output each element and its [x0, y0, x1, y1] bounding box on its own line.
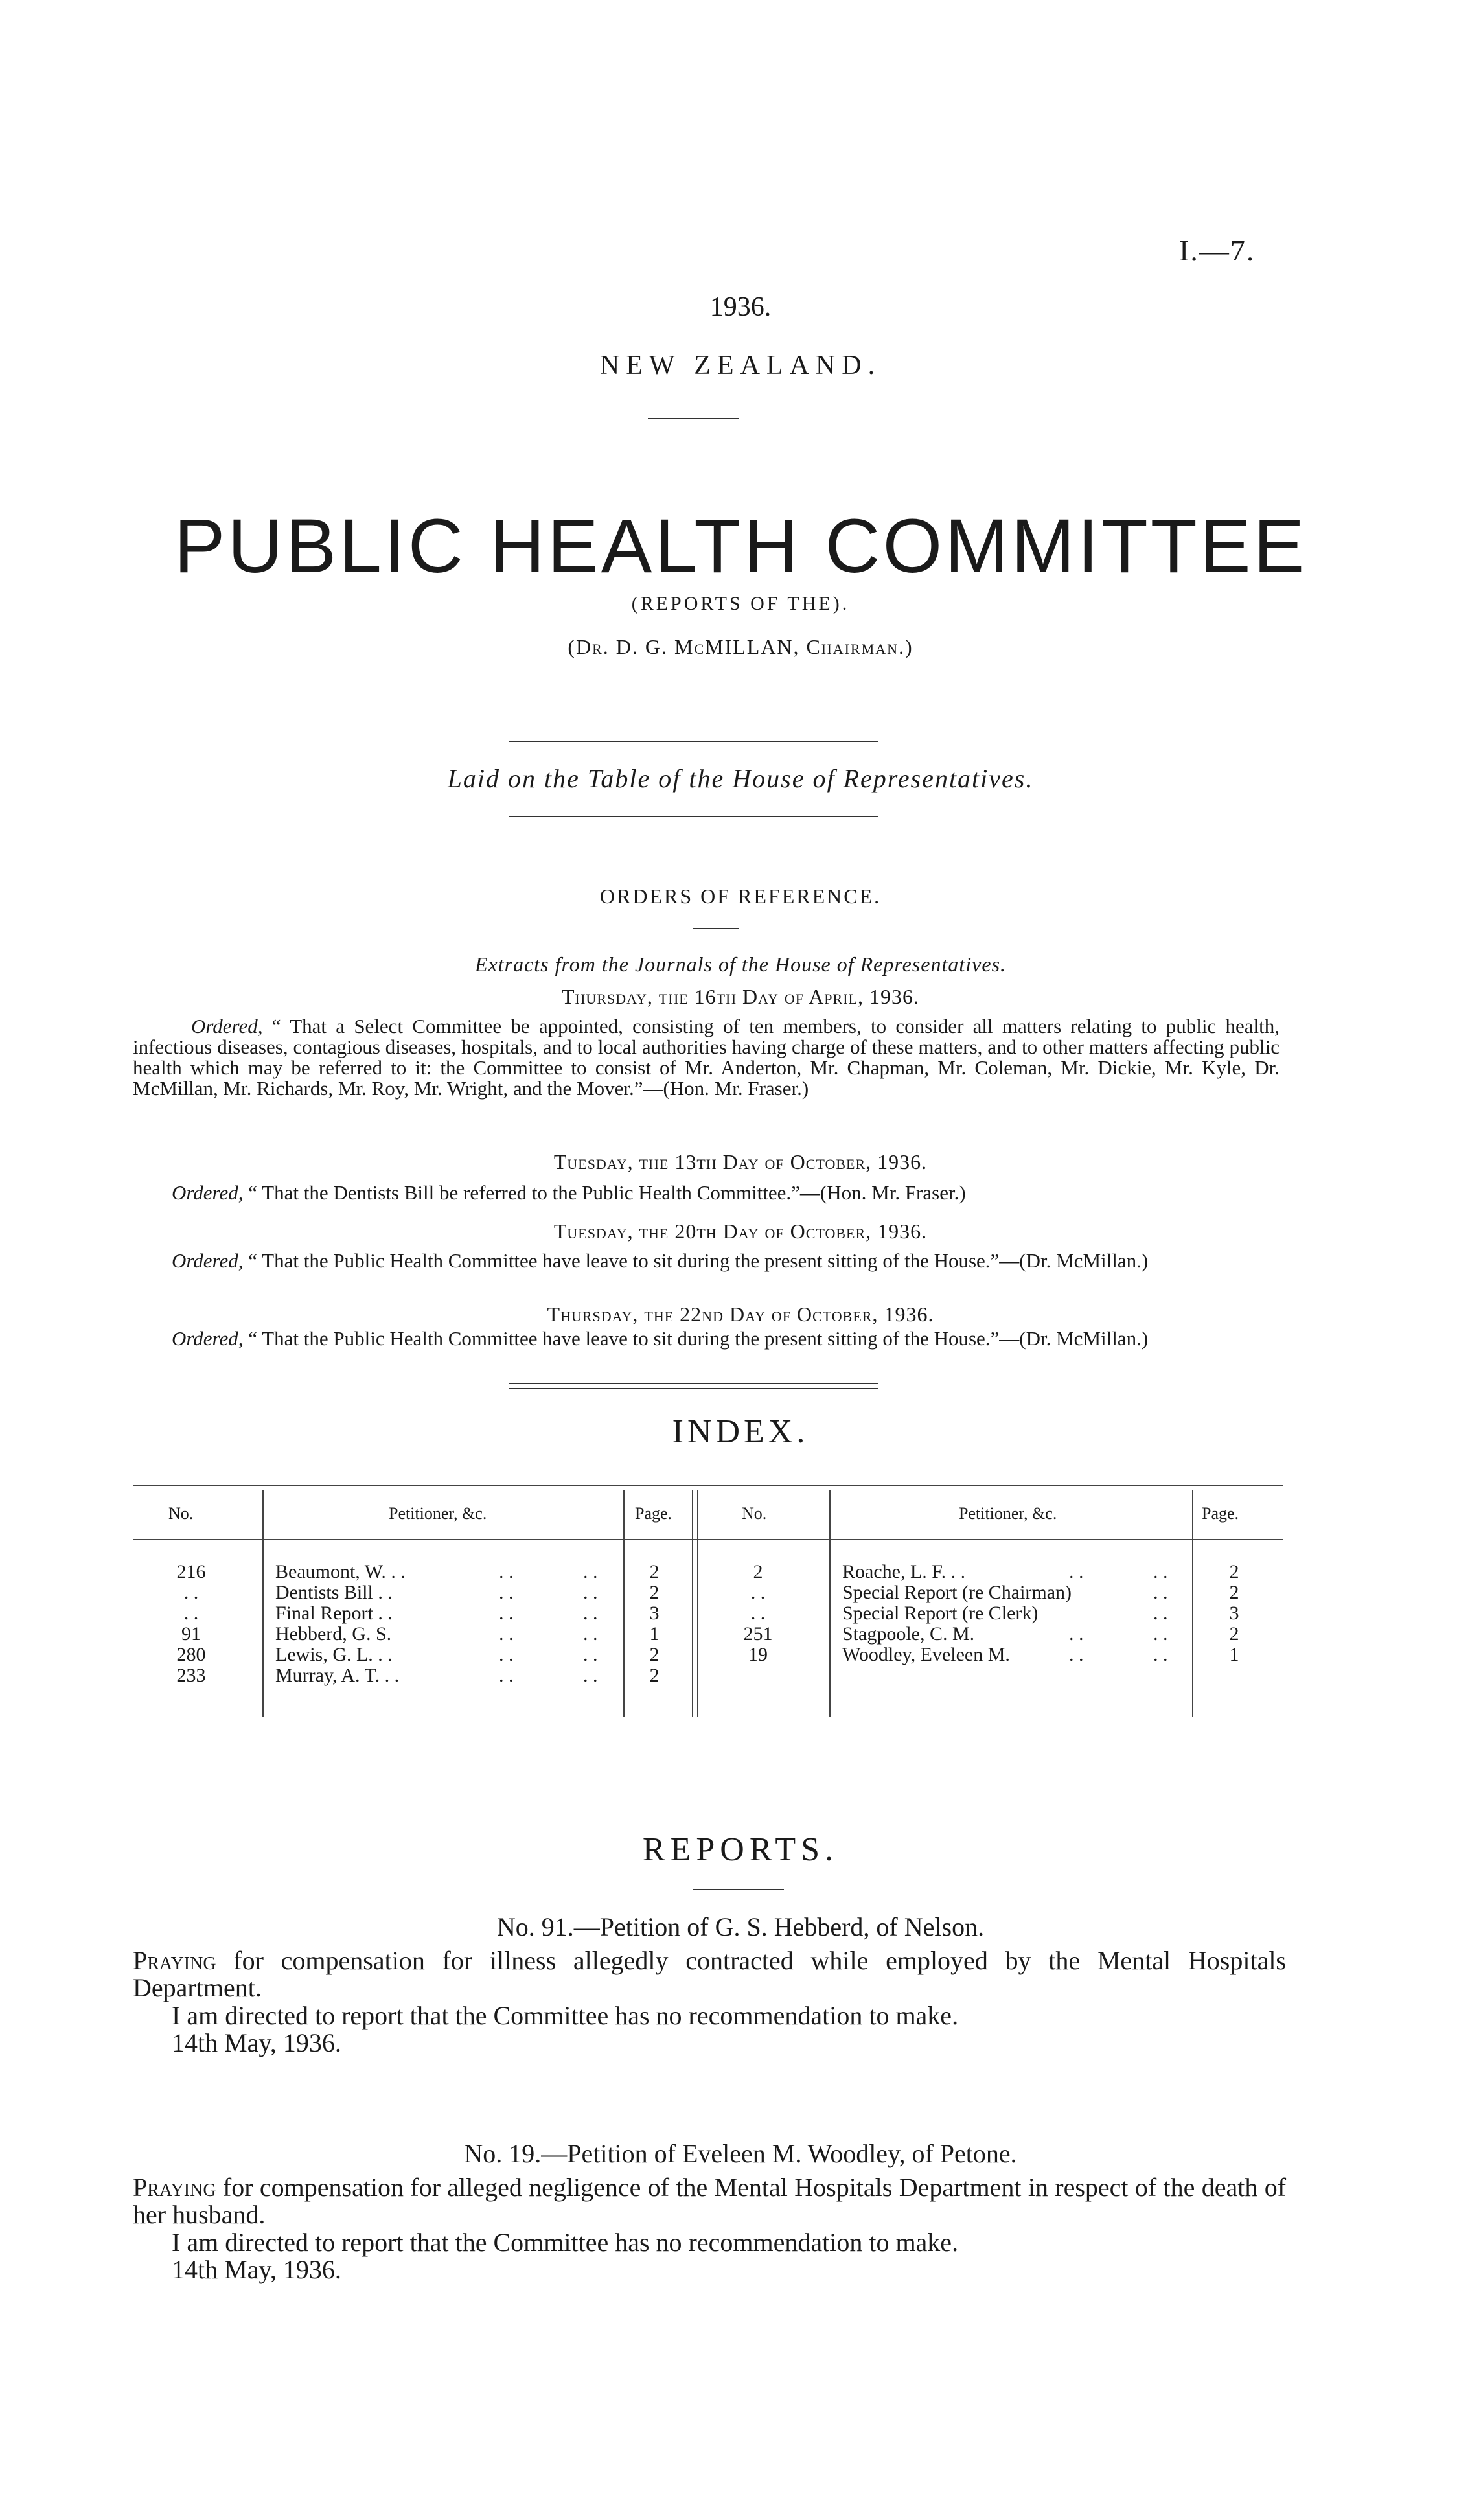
row-page: 1: [1229, 1644, 1239, 1665]
row-leader: . .: [499, 1602, 514, 1624]
report-heading-text: No. 19.—Petition of Eveleen M. Woodley, of Petone.: [464, 2139, 1017, 2168]
document-code: I.—7.: [1179, 234, 1256, 267]
row-no: . .: [183, 1582, 199, 1603]
praying-label: Praying: [133, 1946, 216, 1975]
row-leader: . .: [1069, 1644, 1084, 1665]
ordered-label: Ordered,: [172, 1181, 244, 1204]
report-body: [133, 2174, 1286, 2228]
row-no: . .: [183, 1602, 199, 1624]
row-page: 2: [1229, 1582, 1239, 1603]
laid-on-table: Laid on the Table of the House of Representatives.: [447, 764, 1034, 793]
row-no: 233: [176, 1665, 206, 1686]
divider: [648, 418, 739, 419]
row-name: Roache, L. F. . .: [842, 1561, 966, 1582]
table-rule: [262, 1490, 264, 1717]
col-header-page: Page.: [1202, 1504, 1239, 1523]
report-heading-text: No. 91.—Petition of G. S. Hebberd, of Nelson.: [496, 1912, 985, 1941]
row-name: Special Report (re Clerk): [842, 1602, 1039, 1624]
row-no: . .: [750, 1602, 766, 1624]
row-leader: . .: [1153, 1582, 1168, 1603]
row-leader: . .: [499, 1582, 514, 1603]
row-leader: . .: [1153, 1623, 1168, 1645]
table-rule: [133, 1485, 1283, 1486]
report-text: for compensation for illness allegedly contracted while employed by the Mental Hospitals Department.: [133, 1946, 1286, 2002]
finding-text: I am directed to report that the Committee has no recommendation to make.: [172, 2228, 959, 2257]
table-rule: [697, 1490, 698, 1717]
finding-text: I am directed to report that the Committee has no recommendation to make.: [172, 2001, 959, 2030]
row-page: 3: [1229, 1602, 1239, 1624]
order-text: [133, 1251, 1280, 1271]
order-date: Thursday, the 16th Day of April, 1936.: [562, 985, 919, 1008]
col-header-petitioner: Petitioner, &c.: [389, 1504, 487, 1523]
report-heading: [0, 1912, 1481, 1942]
row-name: Lewis, G. L. . .: [275, 1644, 393, 1665]
row-leader: . .: [499, 1665, 514, 1686]
row-leader: . .: [499, 1623, 514, 1645]
divider: [693, 928, 739, 929]
row-no: . .: [750, 1582, 766, 1603]
row-leader: . .: [583, 1602, 598, 1624]
row-name: Hebberd, G. S.: [275, 1623, 392, 1645]
row-page: 1: [649, 1623, 660, 1645]
subtitle: (REPORTS OF THE).: [631, 593, 850, 614]
report-body: [133, 1947, 1286, 2002]
row-no: 2: [753, 1561, 763, 1582]
row-name: Woodley, Eveleen M.: [842, 1644, 1010, 1665]
row-name: Stagpoole, C. M.: [842, 1623, 975, 1645]
table-rule: [1192, 1490, 1193, 1717]
journal-extracts: Extracts from the Journals of the House of Representatives.: [474, 953, 1007, 976]
row-page: 2: [1229, 1623, 1239, 1645]
order-date: Tuesday, the 13th Day of October, 1936.: [553, 1150, 928, 1173]
chairman-line: (Dr. D. G. McMILLAN, Chairman.): [568, 635, 913, 658]
col-header-no: No.: [742, 1504, 767, 1523]
table-rule: [829, 1490, 831, 1717]
order-body: “ That the Public Health Committee have leave to sit during the present sitting of the House.”—(Dr. McMillan.): [248, 1249, 1149, 1272]
report-finding: [133, 2229, 1286, 2256]
row-leader: . .: [499, 1644, 514, 1665]
row-no: 251: [743, 1623, 773, 1645]
table-rule: [623, 1490, 625, 1717]
table-rule: [133, 1539, 1283, 1540]
row-name: Final Report . .: [275, 1602, 393, 1624]
col-header-page: Page.: [635, 1504, 672, 1523]
order-text: [133, 1183, 1280, 1203]
col-header-petitioner: Petitioner, &c.: [959, 1504, 1057, 1523]
table-rule: [692, 1490, 693, 1717]
country: NEW ZEALAND.: [599, 351, 882, 380]
row-page: 3: [649, 1602, 660, 1624]
row-leader: . .: [583, 1644, 598, 1665]
row-no: 19: [748, 1644, 768, 1665]
main-title: PUBLIC HEALTH COMMITTEE: [174, 503, 1307, 589]
row-page: 2: [649, 1582, 660, 1603]
row-leader: . .: [583, 1623, 598, 1645]
row-page: 2: [649, 1665, 660, 1686]
row-leader: . .: [1069, 1561, 1084, 1582]
order-date: Tuesday, the 20th Day of October, 1936.: [553, 1220, 928, 1243]
order-text: [133, 1016, 1280, 1099]
row-page: 2: [649, 1561, 660, 1582]
row-page: 2: [649, 1644, 660, 1665]
row-name: Murray, A. T. . .: [275, 1665, 400, 1686]
ordered-label: Ordered,: [172, 1249, 244, 1272]
divider: [693, 1889, 784, 1890]
order-date: Thursday, the 22nd Day of October, 1936.: [547, 1302, 934, 1326]
report-finding: [133, 2002, 1286, 2029]
row-leader: . .: [499, 1561, 514, 1582]
reports-heading: REPORTS.: [642, 1831, 839, 1868]
row-no: 280: [176, 1644, 206, 1665]
row-no: 91: [181, 1623, 201, 1645]
divider: [509, 741, 878, 742]
row-leader: . .: [1153, 1644, 1168, 1665]
row-name: Dentists Bill . .: [275, 1582, 393, 1603]
praying-label: Praying: [133, 2173, 216, 2202]
report-date-text: 14th May, 1936.: [172, 2028, 341, 2057]
row-leader: . .: [583, 1665, 598, 1686]
year: 1936.: [709, 292, 772, 322]
row-leader: . .: [583, 1561, 598, 1582]
divider: [509, 816, 878, 817]
report-heading: [0, 2138, 1481, 2169]
index-heading: INDEX.: [672, 1413, 809, 1450]
row-leader: . .: [1153, 1602, 1168, 1624]
orders-heading: ORDERS OF REFERENCE.: [599, 884, 882, 908]
order-body: “ That the Public Health Committee have leave to sit during the present sitting of the House.”—(Dr. McMillan.): [248, 1327, 1149, 1350]
order-body: “ That the Dentists Bill be referred to the Public Health Committee.”—(Hon. Mr. Fraser.): [248, 1181, 966, 1204]
row-no: 216: [176, 1561, 206, 1582]
divider: [509, 1383, 878, 1384]
divider: [509, 1388, 878, 1389]
order-text: [133, 1328, 1280, 1349]
col-header-no: No.: [168, 1504, 194, 1523]
ordered-label: Ordered,: [172, 1327, 244, 1350]
row-leader: . .: [583, 1582, 598, 1603]
row-name: Special Report (re Chairman): [842, 1582, 1072, 1603]
ordered-label: Ordered,: [191, 1015, 263, 1037]
row-page: 2: [1229, 1561, 1239, 1582]
row-leader: . .: [1069, 1623, 1084, 1645]
report-date: [133, 2256, 1286, 2283]
report-text: for compensation for alleged negligence of the Mental Hospitals Department in respect of the death of her husband.: [133, 2173, 1287, 2229]
row-leader: . .: [1153, 1561, 1168, 1582]
report-date: [133, 2029, 1286, 2057]
report-date-text: 14th May, 1936.: [172, 2255, 341, 2284]
row-name: Beaumont, W. . .: [275, 1561, 406, 1582]
order-body: “ That a Select Committee be appointed, consisting of ten members, to consider all matters relating to public health, infectious diseases, contagious diseases, hospitals, and to local authorities having charge of these matters, and to other matters affecting public health which may be referred to it: the Committee to consist of Mr. Anderton, Mr. Chapman, Mr. Coleman, Mr. Dickie, Mr. Kyle, Dr. McMillan, Mr. Richards, Mr. Roy, Mr. Wright, and the Mover.”—(Hon. Mr. Fraser.): [133, 1015, 1280, 1100]
